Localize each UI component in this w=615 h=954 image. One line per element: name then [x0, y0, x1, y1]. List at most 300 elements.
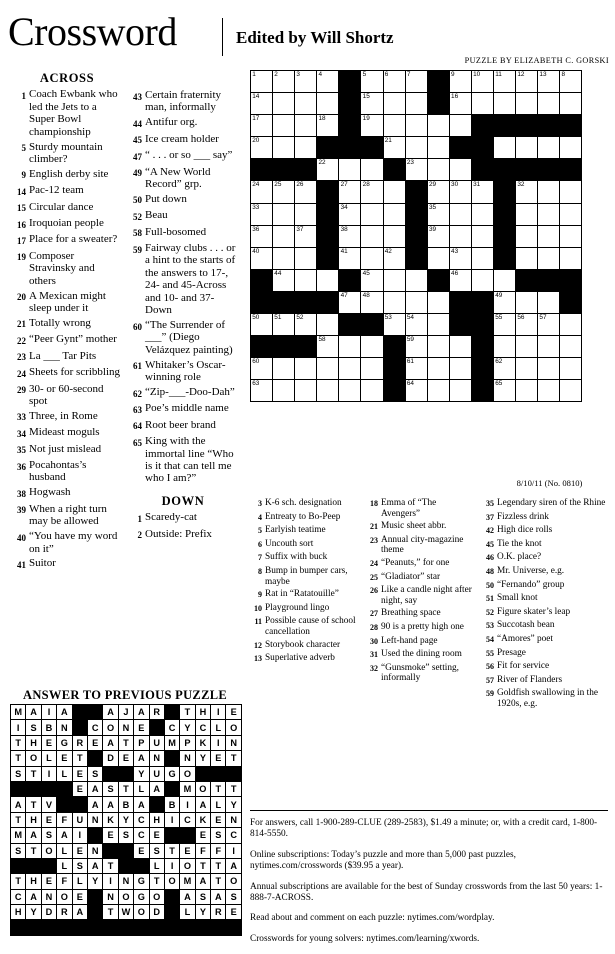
grid-cell[interactable] — [494, 336, 516, 358]
grid-cell[interactable] — [295, 269, 317, 291]
grid-cell[interactable] — [516, 247, 538, 269]
clue-item[interactable] — [128, 116, 238, 130]
grid-cell[interactable] — [560, 358, 582, 380]
previous-answer-block — [180, 828, 195, 843]
grid-cell[interactable] — [361, 225, 383, 247]
grid-cell[interactable] — [273, 380, 295, 402]
grid-cell-block — [516, 159, 538, 181]
grid-cell[interactable] — [494, 137, 516, 159]
grid-cell[interactable] — [273, 181, 295, 203]
grid-cell-number: 42 — [384, 247, 392, 255]
grid-cell[interactable] — [516, 181, 538, 203]
grid-cell-block — [494, 181, 516, 203]
clue-number: 62 — [133, 388, 142, 399]
grid-cell[interactable] — [295, 115, 317, 137]
clue-item[interactable] — [366, 558, 474, 570]
previous-answer-cell: E — [72, 843, 87, 858]
clue-item[interactable] — [482, 580, 606, 592]
grid-cell[interactable] — [494, 291, 516, 313]
grid-cell[interactable] — [516, 93, 538, 115]
clue-item[interactable] — [12, 184, 122, 198]
grid-cell[interactable] — [405, 314, 427, 336]
grid-cell[interactable] — [383, 247, 405, 269]
grid-cell[interactable] — [295, 181, 317, 203]
grid-cell[interactable] — [516, 358, 538, 380]
clue-text: Fairway clubs . . . or a hint to the starts of the answers to 17-, 24- and 45-Across and 10- and 37-Down — [145, 242, 236, 317]
grid-cell[interactable] — [516, 203, 538, 225]
clue-item[interactable] — [482, 539, 606, 551]
clue-item[interactable] — [128, 149, 238, 163]
clue-item[interactable] — [250, 603, 358, 615]
grid-cell[interactable] — [295, 137, 317, 159]
clue-item[interactable] — [12, 443, 122, 457]
grid-cell[interactable] — [251, 93, 273, 115]
previous-answer-row — [11, 751, 242, 766]
crossword-grid[interactable] — [250, 70, 583, 488]
grid-cell[interactable] — [427, 159, 449, 181]
grid-cell[interactable] — [383, 115, 405, 137]
clue-item[interactable] — [366, 649, 474, 661]
clue-item[interactable] — [128, 193, 238, 207]
grid-cell[interactable] — [449, 269, 471, 291]
grid-cell[interactable] — [339, 336, 361, 358]
clue-item[interactable] — [482, 661, 606, 673]
grid-cell[interactable] — [471, 181, 493, 203]
previous-answer-row — [11, 720, 242, 735]
grid-cell-number: 31 — [473, 181, 481, 189]
grid-cell[interactable] — [339, 380, 361, 402]
grid-cell-number: 34 — [340, 203, 348, 211]
previous-answer-row — [11, 905, 242, 920]
grid-cell-block — [405, 247, 427, 269]
grid-cell[interactable] — [361, 247, 383, 269]
grid-cell[interactable] — [449, 247, 471, 269]
grid-cell[interactable] — [361, 291, 383, 313]
grid-cell[interactable] — [560, 314, 582, 336]
grid-cell[interactable] — [516, 137, 538, 159]
grid-cell[interactable] — [427, 115, 449, 137]
grid-cell[interactable] — [405, 115, 427, 137]
grid-cell[interactable] — [427, 225, 449, 247]
grid-cell[interactable] — [405, 137, 427, 159]
clue-text: 90 is a pretty high one — [381, 621, 464, 632]
grid-cell[interactable] — [251, 137, 273, 159]
grid-cell[interactable] — [516, 225, 538, 247]
clue-text: Three, in Rome — [29, 409, 98, 422]
grid-cell[interactable] — [295, 93, 317, 115]
clue-item[interactable] — [12, 141, 122, 166]
previous-answer-cell: Y — [118, 812, 133, 827]
grid-cell[interactable] — [361, 380, 383, 402]
clue-number: 31 — [370, 650, 378, 660]
grid-cell[interactable] — [339, 247, 361, 269]
grid-cell[interactable] — [538, 314, 560, 336]
grid-cell[interactable] — [383, 203, 405, 225]
grid-cell[interactable] — [383, 93, 405, 115]
grid-cell[interactable] — [317, 358, 339, 380]
grid-cell[interactable] — [494, 93, 516, 115]
grid-cell[interactable] — [449, 358, 471, 380]
grid-cell[interactable] — [361, 71, 383, 93]
clue-item[interactable] — [482, 634, 606, 646]
clue-item[interactable] — [128, 511, 238, 525]
previous-answer-cell: M — [164, 735, 179, 750]
clue-item[interactable] — [128, 319, 238, 356]
clue-item[interactable] — [12, 486, 122, 500]
grid-cell[interactable] — [427, 380, 449, 402]
clue-item[interactable] — [128, 386, 238, 400]
clue-item[interactable] — [12, 168, 122, 182]
clue-item[interactable] — [482, 648, 606, 660]
clue-item[interactable] — [12, 366, 122, 380]
grid-cell[interactable] — [471, 203, 493, 225]
grid-cell[interactable] — [273, 203, 295, 225]
clue-number: 12 — [254, 640, 262, 650]
grid-cell[interactable] — [317, 159, 339, 181]
grid-cell[interactable] — [295, 71, 317, 93]
clue-item[interactable] — [250, 552, 358, 564]
grid-cell[interactable] — [538, 247, 560, 269]
grid-cell[interactable] — [251, 314, 273, 336]
grid-cell[interactable] — [538, 336, 560, 358]
grid-cell[interactable] — [449, 225, 471, 247]
grid-cell[interactable] — [273, 314, 295, 336]
clue-item[interactable] — [366, 521, 474, 533]
grid-cell[interactable] — [427, 137, 449, 159]
clue-number: 59 — [133, 244, 142, 255]
clue-item[interactable] — [128, 359, 238, 384]
grid-cell[interactable] — [273, 247, 295, 269]
clue-text: “Gunsmoke” setting, informally — [381, 662, 459, 684]
grid-cell[interactable] — [538, 93, 560, 115]
clue-number: 27 — [370, 609, 378, 619]
previous-answer-cell: O — [226, 874, 241, 889]
grid-cell[interactable] — [273, 115, 295, 137]
grid-cell[interactable] — [273, 93, 295, 115]
grid-cell[interactable] — [361, 336, 383, 358]
grid-cell[interactable] — [251, 225, 273, 247]
grid-cell[interactable] — [295, 314, 317, 336]
grid-cell[interactable] — [251, 71, 273, 93]
grid-cell[interactable] — [538, 181, 560, 203]
clue-item[interactable] — [128, 166, 238, 191]
grid-cell[interactable] — [538, 380, 560, 402]
clue-item[interactable] — [12, 233, 122, 247]
grid-cell[interactable] — [538, 225, 560, 247]
grid-cell[interactable] — [427, 203, 449, 225]
grid-cell[interactable] — [361, 159, 383, 181]
grid-cell[interactable] — [361, 358, 383, 380]
clue-text: “Gladiator” star — [381, 571, 441, 582]
grid-cell[interactable] — [538, 203, 560, 225]
grid-cell[interactable] — [273, 71, 295, 93]
clue-item[interactable] — [366, 585, 474, 606]
down-clues-column-1 — [250, 498, 358, 667]
grid-cell-number: 53 — [384, 314, 392, 322]
clue-item[interactable] — [12, 317, 122, 331]
clue-item[interactable] — [482, 607, 606, 619]
grid-cell[interactable] — [317, 380, 339, 402]
previous-answer-cell: O — [57, 889, 72, 904]
grid-cell[interactable] — [560, 181, 582, 203]
clue-item[interactable] — [482, 498, 606, 510]
grid-cell[interactable] — [560, 247, 582, 269]
grid-cell[interactable] — [427, 336, 449, 358]
clue-item[interactable] — [128, 435, 238, 485]
grid-cell[interactable] — [516, 291, 538, 313]
grid-cell[interactable] — [317, 115, 339, 137]
clue-item[interactable] — [250, 589, 358, 601]
grid-cell[interactable] — [339, 358, 361, 380]
clue-item[interactable] — [366, 622, 474, 634]
clue-item[interactable] — [250, 640, 358, 652]
grid-cell[interactable] — [449, 336, 471, 358]
grid-cell[interactable] — [295, 358, 317, 380]
grid-cell[interactable] — [427, 358, 449, 380]
grid-cell-number: 22 — [318, 159, 326, 167]
grid-cell[interactable] — [494, 314, 516, 336]
clue-number: 20 — [17, 292, 26, 303]
grid-cell[interactable] — [317, 269, 339, 291]
previous-answer-block — [72, 720, 87, 735]
grid-cell[interactable] — [339, 203, 361, 225]
clue-number: 30 — [370, 636, 378, 646]
grid-cell[interactable] — [516, 314, 538, 336]
grid-cell-block — [405, 203, 427, 225]
grid-cell[interactable] — [560, 71, 582, 93]
grid-cell[interactable] — [494, 358, 516, 380]
clue-item[interactable] — [12, 88, 122, 138]
clue-item[interactable] — [12, 350, 122, 364]
clue-item[interactable] — [128, 419, 238, 433]
clue-item[interactable] — [366, 572, 474, 584]
grid-cell[interactable] — [383, 225, 405, 247]
grid-cell[interactable] — [516, 380, 538, 402]
grid-cell[interactable] — [361, 115, 383, 137]
clue-item[interactable] — [12, 503, 122, 528]
clue-item[interactable] — [366, 663, 474, 684]
grid-cell[interactable] — [361, 203, 383, 225]
clue-item[interactable] — [482, 593, 606, 605]
grid-cell[interactable] — [317, 71, 339, 93]
grid-cell[interactable] — [560, 93, 582, 115]
grid-cell[interactable] — [516, 71, 538, 93]
clue-text: Bump in bumper cars, maybe — [265, 565, 348, 587]
grid-cell-block — [295, 291, 317, 313]
previous-answer-cell: E — [134, 843, 149, 858]
clue-item[interactable] — [12, 557, 122, 571]
grid-cell[interactable] — [295, 203, 317, 225]
clue-item[interactable] — [12, 530, 122, 555]
grid-cell[interactable] — [538, 358, 560, 380]
clue-item[interactable] — [12, 459, 122, 484]
grid-cell[interactable] — [339, 291, 361, 313]
clue-item[interactable] — [250, 566, 358, 587]
grid-cell[interactable] — [273, 269, 295, 291]
grid-cell[interactable] — [405, 358, 427, 380]
clue-item[interactable] — [12, 217, 122, 231]
grid-cell[interactable] — [361, 269, 383, 291]
grid-cell[interactable] — [560, 225, 582, 247]
grid-cell[interactable] — [383, 269, 405, 291]
grid-cell[interactable] — [251, 247, 273, 269]
clue-item[interactable] — [482, 620, 606, 632]
grid-cell[interactable] — [251, 380, 273, 402]
grid-cell[interactable] — [295, 225, 317, 247]
previous-answer-cell: T — [226, 751, 241, 766]
previous-answer-row — [11, 874, 242, 889]
grid-cell[interactable] — [538, 137, 560, 159]
previous-answer-cell: O — [180, 858, 195, 873]
clue-item[interactable] — [482, 675, 606, 687]
clue-item[interactable] — [12, 333, 122, 347]
clue-item[interactable] — [482, 566, 606, 578]
clue-item[interactable] — [250, 616, 358, 637]
grid-cell[interactable] — [471, 225, 493, 247]
grid-cell[interactable] — [317, 314, 339, 336]
clue-item[interactable] — [250, 525, 358, 537]
clue-item[interactable] — [482, 525, 606, 537]
clue-item[interactable] — [366, 636, 474, 648]
grid-cell[interactable] — [494, 269, 516, 291]
clue-item[interactable] — [250, 539, 358, 551]
grid-cell[interactable] — [538, 291, 560, 313]
clue-item[interactable] — [250, 512, 358, 524]
grid-cell[interactable] — [273, 358, 295, 380]
clue-item[interactable] — [12, 426, 122, 440]
previous-answer-cell: T — [72, 751, 87, 766]
clue-item[interactable] — [128, 402, 238, 416]
grid-cell[interactable] — [405, 93, 427, 115]
grid-cell[interactable] — [383, 314, 405, 336]
grid-cell[interactable] — [471, 93, 493, 115]
grid-cell-block — [516, 269, 538, 291]
clue-item[interactable] — [12, 383, 122, 408]
previous-answer-cell: Y — [134, 766, 149, 781]
grid-cell[interactable] — [317, 336, 339, 358]
grid-cell[interactable] — [471, 269, 493, 291]
clue-item[interactable] — [482, 552, 606, 564]
grid-cell-number: 59 — [406, 336, 414, 344]
grid-cell[interactable] — [427, 181, 449, 203]
grid-cell[interactable] — [560, 336, 582, 358]
grid-cell[interactable] — [361, 93, 383, 115]
clue-number: 65 — [133, 437, 142, 448]
clue-item[interactable] — [250, 653, 358, 665]
grid-cell[interactable] — [449, 93, 471, 115]
previous-answer-cell: R — [211, 905, 226, 920]
grid-cell[interactable] — [449, 115, 471, 137]
grid-cell[interactable] — [339, 159, 361, 181]
grid-cell[interactable] — [251, 181, 273, 203]
grid-cell[interactable] — [449, 203, 471, 225]
clue-item[interactable] — [12, 410, 122, 424]
clue-item[interactable] — [12, 201, 122, 215]
grid-cell[interactable] — [383, 137, 405, 159]
clue-item[interactable] — [128, 226, 238, 240]
grid-cell[interactable] — [295, 247, 317, 269]
clue-item[interactable] — [128, 133, 238, 147]
clue-text: Put down — [145, 192, 187, 205]
grid-cell[interactable] — [405, 291, 427, 313]
previous-answer-cell: T — [11, 735, 26, 750]
clue-item[interactable] — [12, 250, 122, 287]
clue-number: 26 — [370, 586, 378, 596]
grid-cell[interactable] — [449, 380, 471, 402]
grid-cell[interactable] — [560, 137, 582, 159]
clue-item[interactable] — [128, 209, 238, 223]
grid-cell[interactable] — [317, 93, 339, 115]
clue-item[interactable] — [482, 512, 606, 524]
grid-cell[interactable] — [251, 115, 273, 137]
grid-cell[interactable] — [427, 247, 449, 269]
grid-cell[interactable] — [449, 181, 471, 203]
grid-cell[interactable] — [427, 314, 449, 336]
clue-item[interactable] — [366, 535, 474, 556]
previous-answer-cell: O — [134, 905, 149, 920]
grid-cell[interactable] — [405, 380, 427, 402]
grid-cell[interactable] — [383, 291, 405, 313]
clue-item[interactable] — [366, 608, 474, 620]
clue-text: Tie the knot — [497, 538, 542, 549]
clue-item[interactable] — [12, 290, 122, 315]
grid-cell-number: 43 — [451, 247, 459, 255]
clue-item[interactable] — [482, 688, 606, 709]
previous-answer-row — [11, 858, 242, 873]
grid-cell[interactable] — [251, 358, 273, 380]
previous-answer-cell: Y — [195, 905, 210, 920]
grid-cell[interactable] — [339, 181, 361, 203]
previous-answer-cell: A — [11, 797, 26, 812]
grid-cell[interactable] — [383, 71, 405, 93]
clue-item[interactable] — [366, 498, 474, 519]
grid-cell[interactable] — [405, 159, 427, 181]
previous-answer-block — [26, 920, 41, 935]
grid-cell[interactable] — [560, 380, 582, 402]
grid-cell[interactable] — [449, 159, 471, 181]
grid-cell[interactable] — [471, 71, 493, 93]
grid-cell[interactable] — [383, 181, 405, 203]
grid-cell[interactable] — [494, 71, 516, 93]
previous-answer-grid — [10, 704, 242, 936]
grid-cell[interactable] — [538, 71, 560, 93]
grid-cell[interactable] — [273, 137, 295, 159]
grid-cell[interactable] — [405, 336, 427, 358]
grid-cell[interactable] — [361, 181, 383, 203]
grid-cell[interactable] — [494, 380, 516, 402]
grid-cell[interactable] — [405, 71, 427, 93]
grid-cell[interactable] — [449, 71, 471, 93]
grid-cell[interactable] — [516, 336, 538, 358]
clue-item[interactable] — [128, 242, 238, 316]
grid-cell[interactable] — [295, 380, 317, 402]
previous-answer-cell: E — [211, 751, 226, 766]
clue-item[interactable] — [250, 498, 358, 510]
footer-notes — [250, 818, 608, 954]
grid-cell[interactable] — [471, 247, 493, 269]
previous-answer-block — [103, 766, 118, 781]
grid-cell[interactable] — [427, 291, 449, 313]
grid-cell[interactable] — [251, 203, 273, 225]
clue-text: Fit for service — [497, 661, 550, 672]
clue-item[interactable] — [128, 528, 238, 542]
clue-item[interactable] — [128, 89, 238, 114]
grid-cell[interactable] — [405, 269, 427, 291]
grid-cell-number: 20 — [252, 137, 260, 145]
grid-cell[interactable] — [339, 225, 361, 247]
grid-cell[interactable] — [273, 225, 295, 247]
grid-cell[interactable] — [560, 203, 582, 225]
